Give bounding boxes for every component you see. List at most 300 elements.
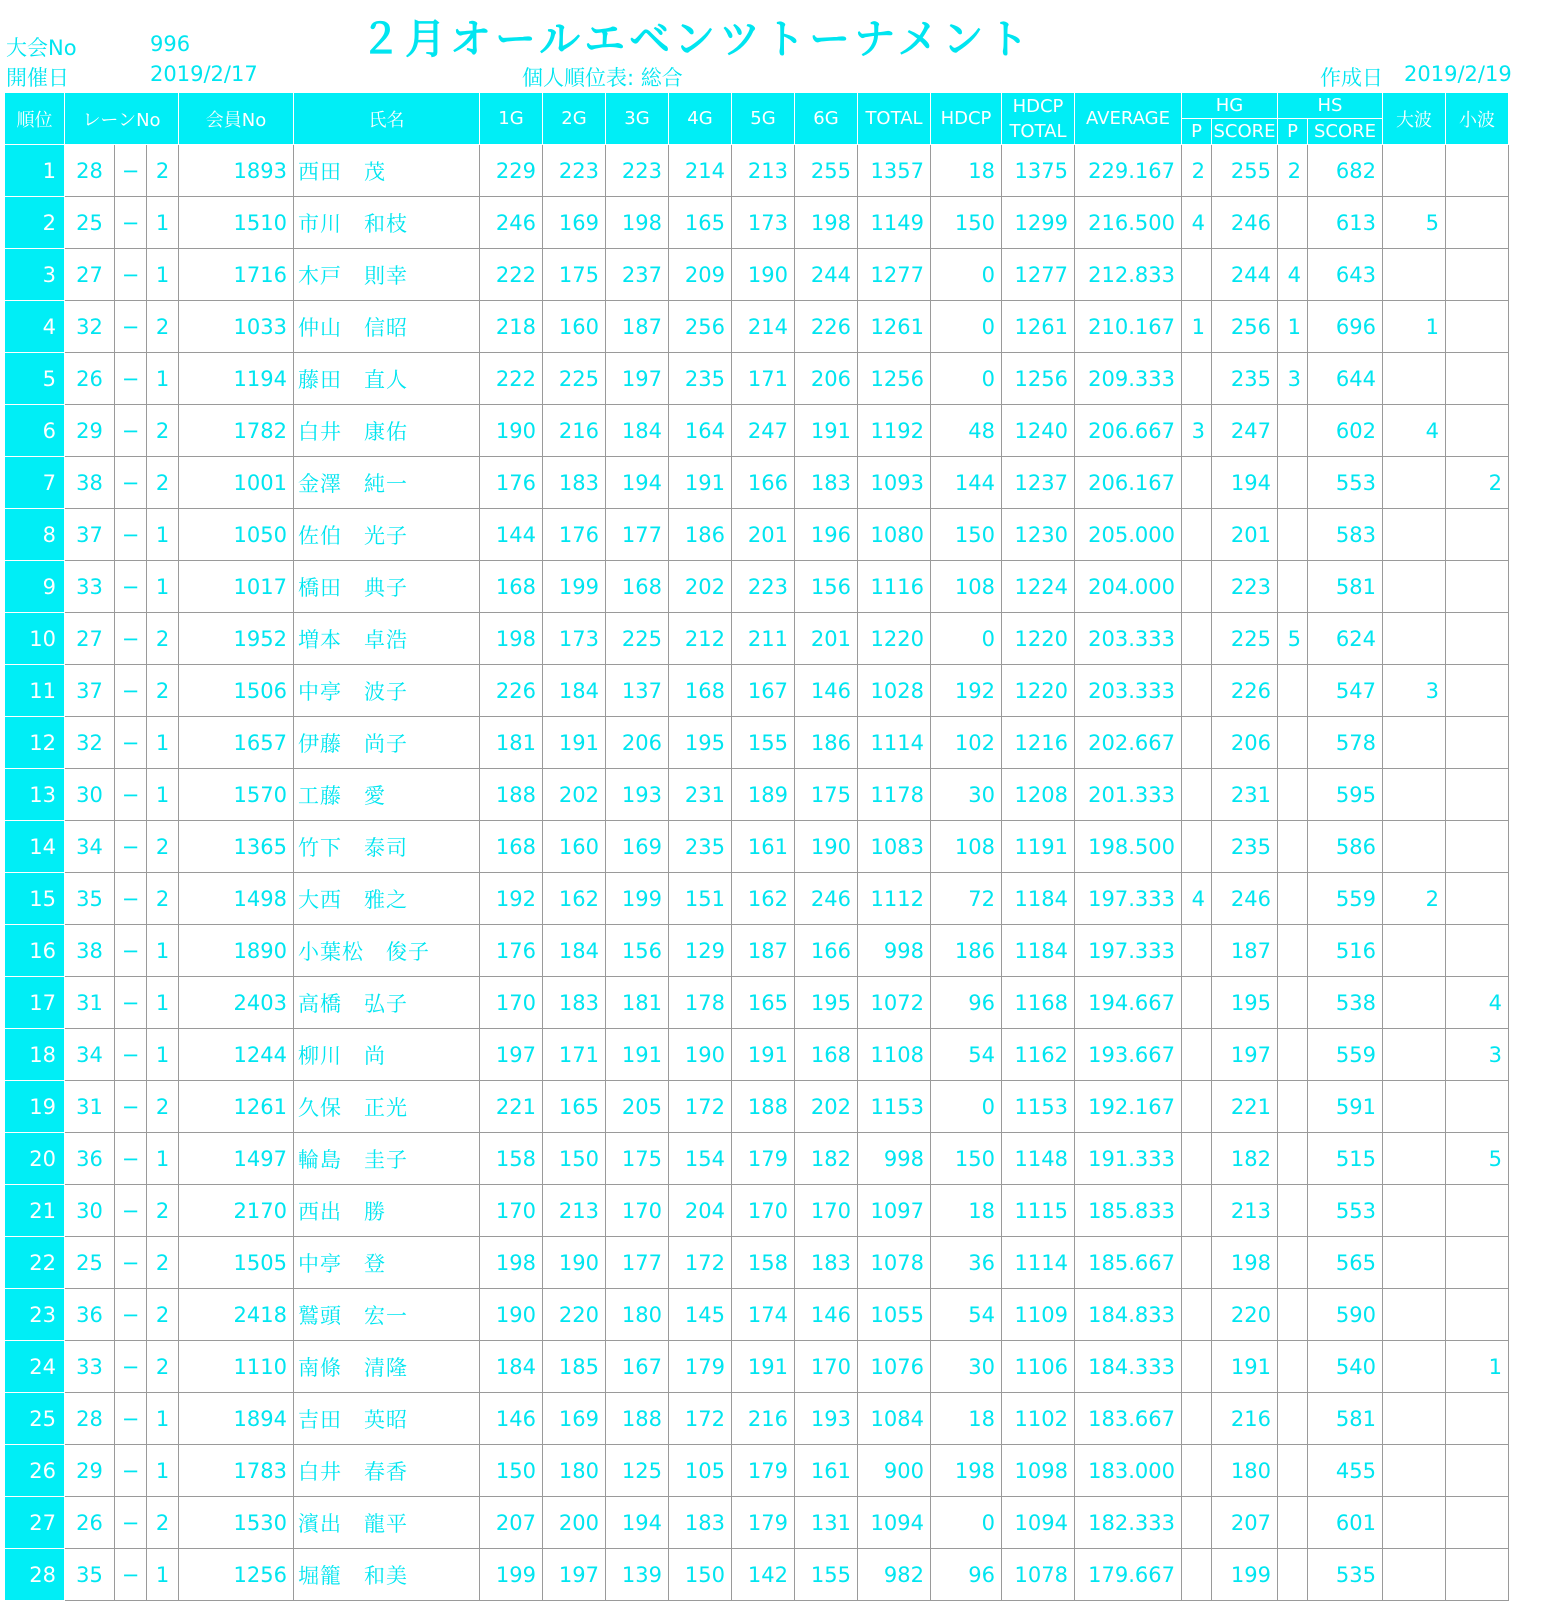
cell-big <box>1383 1445 1446 1497</box>
cell-member: 1256 <box>179 1549 294 1601</box>
cell-g6: 175 <box>795 769 858 821</box>
cell-g1: 222 <box>480 353 543 405</box>
col-6g: 6G <box>795 93 858 145</box>
cell-g5: 158 <box>732 1237 795 1289</box>
cell-member: 1657 <box>179 717 294 769</box>
cell-lane: 37 <box>65 509 115 561</box>
cell-g4: 235 <box>669 821 732 873</box>
cell-rank: 10 <box>5 613 65 665</box>
cell-g2: 185 <box>543 1341 606 1393</box>
cell-hdcp-total: 1208 <box>1002 769 1075 821</box>
cell-hdcp-total: 1078 <box>1002 1549 1075 1601</box>
table-row <box>5 1393 1509 1445</box>
cell-rank: 7 <box>5 457 65 509</box>
cell-rank: 3 <box>5 249 65 301</box>
cell-dash: − <box>115 1237 147 1289</box>
cell-big <box>1383 769 1446 821</box>
cell-hs-score: 613 <box>1308 197 1383 249</box>
cell-g5: 214 <box>732 301 795 353</box>
cell-hdcp: 36 <box>931 1237 1002 1289</box>
cell-g5: 190 <box>732 249 795 301</box>
cell-hdcp: 96 <box>931 1549 1002 1601</box>
cell-pos: 2 <box>147 457 179 509</box>
col-5g: 5G <box>732 93 795 145</box>
cell-rank: 1 <box>5 145 65 197</box>
cell-dash: − <box>115 301 147 353</box>
col-name: 氏名 <box>294 93 480 145</box>
cell-g3: 139 <box>606 1549 669 1601</box>
cell-average: 184.333 <box>1075 1341 1182 1393</box>
cell-hs-score: 538 <box>1308 977 1383 1029</box>
cell-hs-p <box>1278 1237 1308 1289</box>
cell-big <box>1383 1029 1446 1081</box>
cell-hdcp: 0 <box>931 1081 1002 1133</box>
cell-g4: 191 <box>669 457 732 509</box>
cell-hg-score: 182 <box>1212 1133 1278 1185</box>
page-title: ２月オールエベンツトーナメント <box>360 15 1033 63</box>
cell-g5: 179 <box>732 1133 795 1185</box>
cell-total: 1149 <box>858 197 931 249</box>
cell-name: 小葉松 俊子 <box>294 925 480 977</box>
table-row <box>5 613 1509 665</box>
col-member: 会員No <box>179 93 294 145</box>
meet-no-label: 大会No <box>6 36 77 60</box>
cell-small <box>1446 925 1509 977</box>
cell-hg-p: 4 <box>1182 873 1212 925</box>
cell-name: 西田 茂 <box>294 145 480 197</box>
cell-dash: − <box>115 1133 147 1185</box>
cell-g5: 188 <box>732 1081 795 1133</box>
cell-dash: − <box>115 1393 147 1445</box>
cell-name: 鷲頭 宏一 <box>294 1289 480 1341</box>
cell-small <box>1446 509 1509 561</box>
cell-average: 197.333 <box>1075 925 1182 977</box>
cell-pos: 1 <box>147 769 179 821</box>
cell-g3: 206 <box>606 717 669 769</box>
cell-hs-p <box>1278 457 1308 509</box>
cell-total: 1055 <box>858 1289 931 1341</box>
cell-rank: 24 <box>5 1341 65 1393</box>
cell-name: 市川 和枝 <box>294 197 480 249</box>
cell-lane: 31 <box>65 1081 115 1133</box>
cell-hdcp-total: 1148 <box>1002 1133 1075 1185</box>
table-row <box>5 145 1509 197</box>
cell-g6: 131 <box>795 1497 858 1549</box>
cell-average: 210.167 <box>1075 301 1182 353</box>
cell-dash: − <box>115 665 147 717</box>
cell-pos: 2 <box>147 1497 179 1549</box>
cell-average: 179.667 <box>1075 1549 1182 1601</box>
cell-g3: 187 <box>606 301 669 353</box>
cell-g6: 182 <box>795 1133 858 1185</box>
cell-total: 1220 <box>858 613 931 665</box>
cell-member: 2418 <box>179 1289 294 1341</box>
cell-g5: 201 <box>732 509 795 561</box>
cell-hdcp: 150 <box>931 1133 1002 1185</box>
cell-hs-score: 601 <box>1308 1497 1383 1549</box>
cell-g2: 176 <box>543 509 606 561</box>
cell-member: 1893 <box>179 145 294 197</box>
cell-hdcp-total: 1230 <box>1002 509 1075 561</box>
cell-total: 1083 <box>858 821 931 873</box>
cell-average: 198.500 <box>1075 821 1182 873</box>
cell-hdcp: 18 <box>931 145 1002 197</box>
cell-dash: − <box>115 353 147 405</box>
cell-name: 南條 清隆 <box>294 1341 480 1393</box>
cell-hg-p <box>1182 509 1212 561</box>
cell-hdcp-total: 1191 <box>1002 821 1075 873</box>
cell-g2: 225 <box>543 353 606 405</box>
cell-hs-score: 565 <box>1308 1237 1383 1289</box>
cell-pos: 1 <box>147 1445 179 1497</box>
cell-rank: 6 <box>5 405 65 457</box>
cell-name: 輪島 圭子 <box>294 1133 480 1185</box>
cell-total: 1028 <box>858 665 931 717</box>
cell-g1: 144 <box>480 509 543 561</box>
cell-g4: 150 <box>669 1549 732 1601</box>
col-hdcp-total-line1: HDCP <box>1012 95 1064 117</box>
cell-g1: 176 <box>480 457 543 509</box>
table-row <box>5 1445 1509 1497</box>
cell-dash: − <box>115 509 147 561</box>
cell-average: 185.667 <box>1075 1237 1182 1289</box>
cell-g5: 142 <box>732 1549 795 1601</box>
cell-pos: 2 <box>147 665 179 717</box>
cell-hdcp: 0 <box>931 613 1002 665</box>
cell-name: 吉田 英昭 <box>294 1393 480 1445</box>
col-rank: 順位 <box>5 93 65 145</box>
cell-big <box>1383 509 1446 561</box>
cell-pos: 1 <box>147 1029 179 1081</box>
cell-pos: 1 <box>147 561 179 613</box>
cell-lane: 35 <box>65 1549 115 1601</box>
table-row <box>5 457 1509 509</box>
cell-hg-p <box>1182 353 1212 405</box>
table-row <box>5 665 1509 717</box>
cell-member: 1530 <box>179 1497 294 1549</box>
cell-member: 1506 <box>179 665 294 717</box>
cell-g4: 168 <box>669 665 732 717</box>
cell-hdcp-total: 1184 <box>1002 873 1075 925</box>
cell-total: 1178 <box>858 769 931 821</box>
cell-g3: 194 <box>606 1497 669 1549</box>
cell-rank: 5 <box>5 353 65 405</box>
cell-average: 193.667 <box>1075 1029 1182 1081</box>
cell-hdcp: 0 <box>931 301 1002 353</box>
cell-big <box>1383 457 1446 509</box>
cell-g1: 168 <box>480 821 543 873</box>
cell-hs-p <box>1278 1289 1308 1341</box>
cell-g4: 145 <box>669 1289 732 1341</box>
ranking-table <box>4 92 1509 1601</box>
cell-hg-score: 246 <box>1212 873 1278 925</box>
cell-g5: 166 <box>732 457 795 509</box>
cell-hg-p <box>1182 561 1212 613</box>
cell-g2: 183 <box>543 977 606 1029</box>
cell-hs-score: 553 <box>1308 1185 1383 1237</box>
cell-hs-p <box>1278 405 1308 457</box>
cell-g4: 179 <box>669 1341 732 1393</box>
col-hdcp-total <box>1002 93 1075 145</box>
cell-g3: 180 <box>606 1289 669 1341</box>
cell-member: 1261 <box>179 1081 294 1133</box>
cell-big <box>1383 925 1446 977</box>
cell-hdcp: 0 <box>931 353 1002 405</box>
cell-hdcp: 54 <box>931 1289 1002 1341</box>
cell-g3: 197 <box>606 353 669 405</box>
cell-rank: 12 <box>5 717 65 769</box>
cell-member: 1017 <box>179 561 294 613</box>
cell-g4: 105 <box>669 1445 732 1497</box>
cell-hg-score: 213 <box>1212 1185 1278 1237</box>
cell-member: 1505 <box>179 1237 294 1289</box>
table-row <box>5 249 1509 301</box>
table-row <box>5 1133 1509 1185</box>
cell-g5: 247 <box>732 405 795 457</box>
cell-total: 1072 <box>858 977 931 1029</box>
cell-lane: 27 <box>65 613 115 665</box>
cell-hs-score: 591 <box>1308 1081 1383 1133</box>
cell-big <box>1383 977 1446 1029</box>
cell-small <box>1446 1445 1509 1497</box>
table-row <box>5 717 1509 769</box>
cell-big <box>1383 353 1446 405</box>
cell-hs-p <box>1278 873 1308 925</box>
cell-g6: 196 <box>795 509 858 561</box>
cell-g2: 202 <box>543 769 606 821</box>
cell-name: 藤田 直人 <box>294 353 480 405</box>
cell-dash: − <box>115 717 147 769</box>
created-date: 2019/2/19 <box>1404 62 1512 86</box>
cell-member: 1365 <box>179 821 294 873</box>
cell-g3: 177 <box>606 1237 669 1289</box>
cell-g5: 191 <box>732 1341 795 1393</box>
cell-small <box>1446 613 1509 665</box>
cell-rank: 23 <box>5 1289 65 1341</box>
cell-pos: 2 <box>147 405 179 457</box>
col-hs: HS <box>1278 93 1383 119</box>
cell-hg-score: 197 <box>1212 1029 1278 1081</box>
cell-hs-p <box>1278 1133 1308 1185</box>
cell-g6: 170 <box>795 1341 858 1393</box>
cell-g5: 179 <box>732 1497 795 1549</box>
cell-hdcp: 150 <box>931 197 1002 249</box>
cell-g3: 199 <box>606 873 669 925</box>
cell-hdcp: 144 <box>931 457 1002 509</box>
cell-hs-score: 559 <box>1308 1029 1383 1081</box>
cell-big: 2 <box>1383 873 1446 925</box>
cell-hdcp: 30 <box>931 769 1002 821</box>
cell-dash: − <box>115 405 147 457</box>
cell-hs-p <box>1278 1549 1308 1601</box>
cell-lane: 33 <box>65 561 115 613</box>
cell-g3: 156 <box>606 925 669 977</box>
cell-g4: 209 <box>669 249 732 301</box>
cell-hs-score: 559 <box>1308 873 1383 925</box>
table-row <box>5 1185 1509 1237</box>
cell-hdcp: 96 <box>931 977 1002 1029</box>
cell-hg-score: 180 <box>1212 1445 1278 1497</box>
cell-hg-p <box>1182 1393 1212 1445</box>
table-row <box>5 1081 1509 1133</box>
cell-small <box>1446 873 1509 925</box>
cell-hs-p: 3 <box>1278 353 1308 405</box>
cell-small: 4 <box>1446 977 1509 1029</box>
cell-pos: 1 <box>147 249 179 301</box>
cell-pos: 1 <box>147 197 179 249</box>
cell-hdcp-total: 1109 <box>1002 1289 1075 1341</box>
cell-hs-p <box>1278 509 1308 561</box>
cell-average: 229.167 <box>1075 145 1182 197</box>
cell-name: 久保 正光 <box>294 1081 480 1133</box>
cell-g1: 170 <box>480 977 543 1029</box>
cell-average: 202.667 <box>1075 717 1182 769</box>
cell-g2: 160 <box>543 301 606 353</box>
cell-hs-p <box>1278 1185 1308 1237</box>
table-row <box>5 1497 1509 1549</box>
cell-big <box>1383 1341 1446 1393</box>
cell-hdcp: 192 <box>931 665 1002 717</box>
cell-dash: − <box>115 1029 147 1081</box>
cell-hs-score: 644 <box>1308 353 1383 405</box>
cell-average: 216.500 <box>1075 197 1182 249</box>
cell-hg-score: 187 <box>1212 925 1278 977</box>
cell-rank: 26 <box>5 1445 65 1497</box>
cell-small <box>1446 665 1509 717</box>
cell-small <box>1446 1497 1509 1549</box>
cell-g6: 155 <box>795 1549 858 1601</box>
cell-hg-score: 198 <box>1212 1237 1278 1289</box>
cell-g5: 165 <box>732 977 795 1029</box>
cell-big: 4 <box>1383 405 1446 457</box>
cell-hs-p <box>1278 1445 1308 1497</box>
cell-pos: 2 <box>147 145 179 197</box>
cell-lane: 33 <box>65 1341 115 1393</box>
created-label: 作成日 <box>1320 66 1383 90</box>
cell-g5: 191 <box>732 1029 795 1081</box>
cell-g6: 255 <box>795 145 858 197</box>
cell-hs-score: 624 <box>1308 613 1383 665</box>
cell-g2: 169 <box>543 1393 606 1445</box>
cell-dash: − <box>115 873 147 925</box>
cell-total: 998 <box>858 1133 931 1185</box>
cell-g6: 146 <box>795 1289 858 1341</box>
cell-big <box>1383 1081 1446 1133</box>
cell-hdcp: 72 <box>931 873 1002 925</box>
cell-g5: 173 <box>732 197 795 249</box>
cell-g5: 179 <box>732 1445 795 1497</box>
cell-g2: 216 <box>543 405 606 457</box>
cell-member: 1033 <box>179 301 294 353</box>
cell-member: 1497 <box>179 1133 294 1185</box>
cell-average: 194.667 <box>1075 977 1182 1029</box>
cell-g1: 192 <box>480 873 543 925</box>
cell-pos: 2 <box>147 1185 179 1237</box>
cell-g2: 190 <box>543 1237 606 1289</box>
cell-hg-score: 191 <box>1212 1341 1278 1393</box>
cell-big: 3 <box>1383 665 1446 717</box>
cell-total: 1153 <box>858 1081 931 1133</box>
cell-g6: 195 <box>795 977 858 1029</box>
col-4g: 4G <box>669 93 732 145</box>
cell-small: 1 <box>1446 1341 1509 1393</box>
cell-lane: 27 <box>65 249 115 301</box>
cell-member: 1890 <box>179 925 294 977</box>
cell-big <box>1383 717 1446 769</box>
cell-hg-score: 226 <box>1212 665 1278 717</box>
cell-hg-p <box>1182 249 1212 301</box>
cell-hs-p <box>1278 977 1308 1029</box>
cell-name: 金澤 純一 <box>294 457 480 509</box>
col-3g: 3G <box>606 93 669 145</box>
cell-big <box>1383 1393 1446 1445</box>
cell-pos: 1 <box>147 509 179 561</box>
cell-hg-p: 1 <box>1182 301 1212 353</box>
cell-g2: 162 <box>543 873 606 925</box>
cell-g1: 190 <box>480 1289 543 1341</box>
cell-g1: 198 <box>480 1237 543 1289</box>
cell-dash: − <box>115 1081 147 1133</box>
col-big-wave: 大波 <box>1383 93 1446 145</box>
cell-g3: 184 <box>606 405 669 457</box>
cell-lane: 29 <box>65 1445 115 1497</box>
cell-lane: 36 <box>65 1133 115 1185</box>
cell-hdcp-total: 1106 <box>1002 1341 1075 1393</box>
cell-hg-p <box>1182 1185 1212 1237</box>
cell-hg-score: 255 <box>1212 145 1278 197</box>
cell-hs-score: 547 <box>1308 665 1383 717</box>
cell-hdcp: 186 <box>931 925 1002 977</box>
cell-g3: 137 <box>606 665 669 717</box>
cell-g1: 188 <box>480 769 543 821</box>
cell-hg-p: 2 <box>1182 145 1212 197</box>
cell-g6: 193 <box>795 1393 858 1445</box>
cell-big <box>1383 249 1446 301</box>
table-row <box>5 925 1509 977</box>
cell-pos: 1 <box>147 1133 179 1185</box>
cell-average: 212.833 <box>1075 249 1182 301</box>
cell-lane: 38 <box>65 925 115 977</box>
cell-hg-p: 3 <box>1182 405 1212 457</box>
table-row <box>5 197 1509 249</box>
cell-g1: 181 <box>480 717 543 769</box>
col-2g: 2G <box>543 93 606 145</box>
cell-pos: 1 <box>147 353 179 405</box>
cell-rank: 20 <box>5 1133 65 1185</box>
cell-hdcp-total: 1224 <box>1002 561 1075 613</box>
cell-g6: 146 <box>795 665 858 717</box>
cell-hdcp: 108 <box>931 561 1002 613</box>
cell-g5: 155 <box>732 717 795 769</box>
cell-member: 1498 <box>179 873 294 925</box>
cell-lane: 29 <box>65 405 115 457</box>
cell-dash: − <box>115 1185 147 1237</box>
cell-hs-score: 581 <box>1308 1393 1383 1445</box>
cell-hdcp-total: 1162 <box>1002 1029 1075 1081</box>
cell-hs-p <box>1278 769 1308 821</box>
cell-small <box>1446 1393 1509 1445</box>
cell-hdcp: 102 <box>931 717 1002 769</box>
cell-hg-score: 194 <box>1212 457 1278 509</box>
cell-g2: 165 <box>543 1081 606 1133</box>
cell-rank: 15 <box>5 873 65 925</box>
cell-pos: 2 <box>147 613 179 665</box>
cell-hs-score: 515 <box>1308 1133 1383 1185</box>
cell-g1: 199 <box>480 1549 543 1601</box>
cell-small <box>1446 1081 1509 1133</box>
cell-g5: 213 <box>732 145 795 197</box>
col-total: TOTAL <box>858 93 931 145</box>
